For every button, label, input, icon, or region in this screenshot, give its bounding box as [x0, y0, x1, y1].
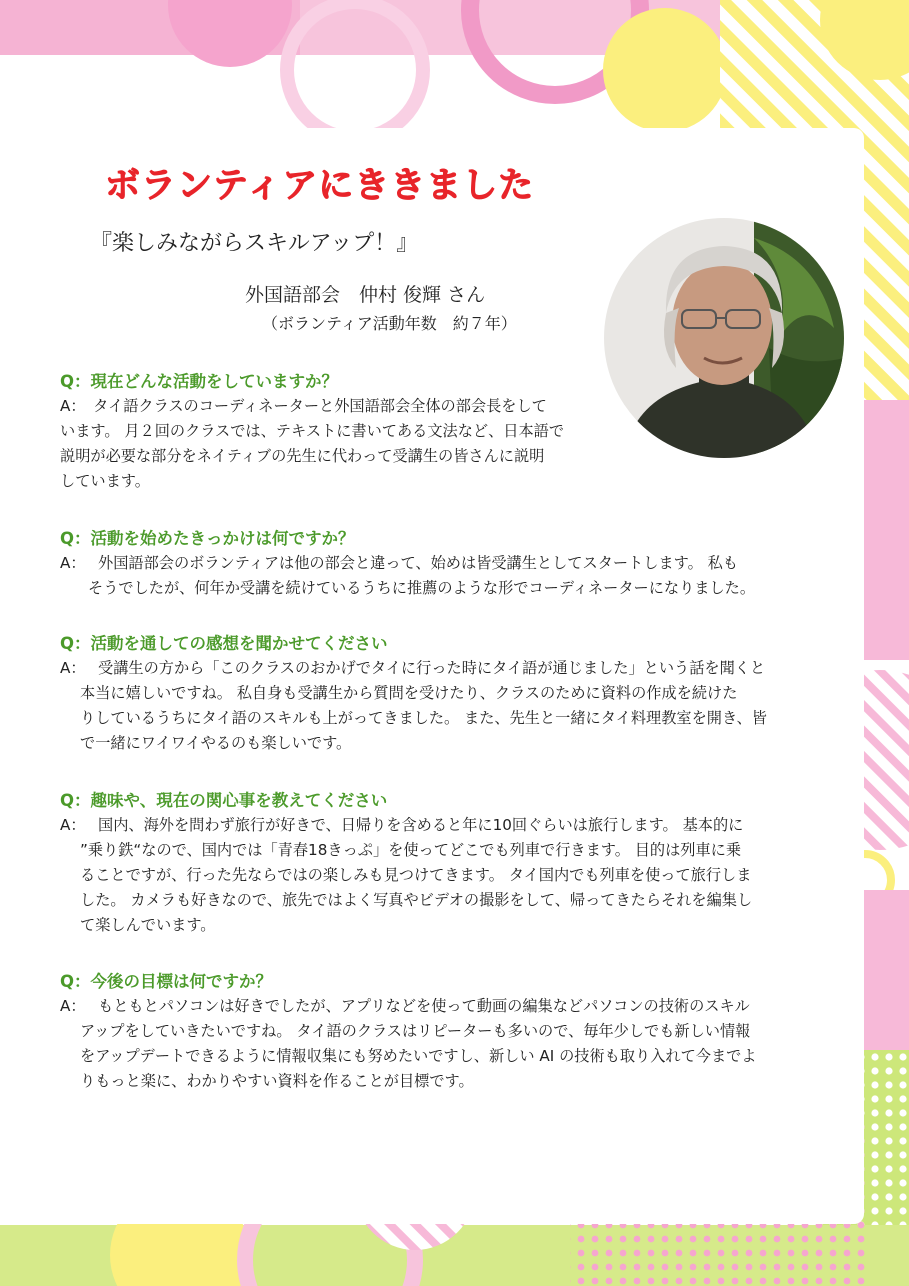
- answer-line: で一緒にワイワイやるのも楽しいです。: [80, 734, 352, 752]
- answer-line: もともとパソコンは好きでしたが、アプリなどを使って動画の編集などパソコンの技術のスキル: [98, 997, 750, 1015]
- answer-line: 国内、海外を問わず旅行が好きで、日帰りを含めると年に10回ぐらいは旅行します。 基本的に: [98, 816, 744, 834]
- question: Q：活動を始めたきっかけは何ですか？: [60, 529, 355, 548]
- answer-line: しています。: [60, 472, 150, 490]
- answer: [60, 813, 840, 938]
- answer-label: A：: [60, 816, 86, 834]
- qa-block-5: [60, 970, 840, 1094]
- answer-line: て楽しんでいます。: [80, 916, 216, 934]
- answer: [60, 394, 620, 494]
- answer-line: りしているうちにタイ語のスキルも上がってきました。 また、先生と一緒にタイ料理教室を開き、皆: [80, 709, 767, 727]
- answer-line: 外国語部会のボランティアは他の部会と違って、始めは皆受講生としてスタートします。 私も: [98, 554, 738, 572]
- answer-line: います。 月２回のクラスでは、テキストに書いてある文法など、日本語で: [60, 422, 565, 440]
- answer-line: タイ語クラスのコーディネーターと外国語部会全体の部会長をして: [93, 397, 547, 415]
- qa-block-3: [60, 632, 840, 756]
- answer-line: そうでしたが、何年か受講を続けているうちに推薦のような形でコーディネーターになりました。: [88, 579, 756, 597]
- qa-block-1: [60, 370, 840, 494]
- answer-line: りもっと楽に、わかりやすい資料を作ることが目標です。: [80, 1072, 474, 1090]
- question: Q：現在どんな活動をしていますか？: [60, 372, 339, 391]
- answer-line: 受講生の方から「このクラスのおかげでタイに行った時にタイ語が通じました」という話を聞くと: [98, 659, 766, 677]
- page-title: ボランティアにききました: [105, 166, 535, 206]
- answer-line: をアップデートできるように情報収集にも努めたいですし、新しい AI の技術も取り入れて今までよ: [80, 1047, 757, 1065]
- answer-line: した。 カメラも好きなので、旅先ではよく写真やビデオの撮影をして、帰ってきたらそれを編集し: [80, 891, 753, 909]
- volunteer-name: 外国語部会 仲村 俊輝 さん: [245, 284, 486, 306]
- answer-line: 説明が必要な部分をネイティブの先生に代わって受講生の皆さんに説明: [60, 447, 545, 465]
- question: Q：趣味や、現在の関心事を教えてください: [60, 791, 388, 810]
- qa-block-2: [60, 527, 840, 601]
- answer-line: 本当に嬉しいですね。 私自身も受講生から質問を受けたり、クラスのために資料の作成を続けた: [80, 684, 738, 702]
- answer-line: ”乗り鉄“なので、国内では「青春18きっぷ」を使ってどこでも列車で行きます。 目的は列車に乗: [80, 841, 742, 859]
- answer-label: A：: [60, 997, 86, 1015]
- answer: [60, 994, 840, 1094]
- volunteer-years: （ボランティア活動年数 約７年）: [262, 314, 517, 333]
- answer-line: ることですが、行った先ならではの楽しみも見つけてきます。 タイ国内でも列車を使って旅行しま: [80, 866, 752, 884]
- answer: [60, 656, 840, 756]
- answer-line: アップをしていきたいですね。 タイ語のクラスはリピーターも多いので、毎年少しでも新しい情報: [80, 1022, 751, 1040]
- answer-label: A：: [60, 554, 86, 572]
- answer-label: A：: [60, 659, 86, 677]
- answer: [60, 551, 840, 601]
- qa-block-4: [60, 789, 840, 938]
- subtitle: 『楽しみながらスキルアップ！』: [90, 231, 419, 256]
- answer-label: A：: [60, 397, 78, 415]
- question: Q：今後の目標は何ですか？: [60, 972, 273, 991]
- question: Q：活動を通しての感想を聞かせてください: [60, 634, 388, 653]
